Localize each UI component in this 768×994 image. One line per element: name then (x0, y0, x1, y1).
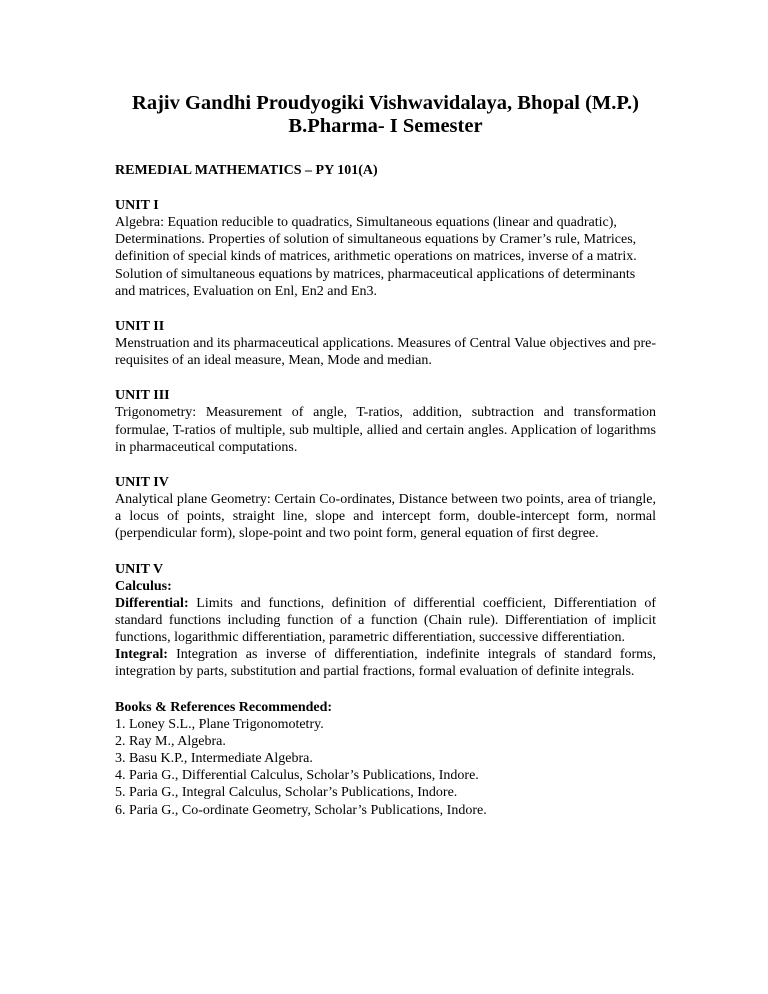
book-item: 2. Ray M., Algebra. (115, 733, 226, 749)
unit-section (115, 474, 656, 543)
calculus-subheading: Calculus: (115, 578, 172, 594)
books-section (115, 699, 656, 819)
book-item: 6. Paria G., Co-ordinate Geometry, Scholar’s Publications, Indore. (115, 802, 487, 818)
course-title: REMEDIAL MATHEMATICS – PY 101(A) (115, 163, 378, 178)
document-header (115, 92, 656, 138)
integral-text: Integration as inverse of differentiation, indefinite integrals of standard forms, integration by parts, substitution and partial fractions, formal evaluation of definite integrals. (115, 647, 656, 680)
differential-text: Limits and functions, definition of differential coefficient, Differentiation of standard functions including function of a function (Chain rule). Differentiation of implicit functions, logarithmic differentiation, parametric differentiation, successive differentiation. (115, 595, 656, 646)
document-page (115, 92, 656, 819)
unit-content: Menstruation and its pharmaceutical applications. Measures of Central Value objectives and pre-requisites of an ideal measure, Mean, Mode and median. (115, 336, 656, 369)
unit-section (115, 561, 656, 681)
unit-content: Analytical plane Geometry: Certain Co-ordinates, Distance between two points, area of triangle, a locus of points, straight line, slope and intercept form, double-intercept form, normal (perpendicular form), slope-point and two point form, general equation of first degree. (115, 492, 656, 542)
unit-content: Trigonometry: Measurement of angle, T-ratios, addition, subtraction and transformation formulae, T-ratios of multiple, sub multiple, allied and certain angles. Application of logarithms in pharmaceutical computations. (115, 405, 656, 455)
book-item: 1. Loney S.L., Plane Trigonomotetry. (115, 716, 324, 732)
unit-section (115, 197, 656, 300)
unit-content: Algebra: Equation reducible to quadratics, Simultaneous equations (linear and quadratic), Determinations. Properties of solution of simultaneous equations by Cramer’s rule, Matrices, definition of special kinds of matrices, arithmetic operations on matrices, inverse of a matrix. Solution of simultaneous equations by matrices, pharmaceutical applications of determinants and matrices, Evaluation on Enl, En2 and En3. (115, 215, 637, 299)
book-item: 5. Paria G., Integral Calculus, Scholar’s Publications, Indore. (115, 785, 458, 801)
unit-heading: UNIT IV (115, 475, 169, 491)
unit-heading: UNIT V (115, 561, 164, 577)
differential-label: Differential: (115, 595, 189, 611)
differential-paragraph (115, 595, 656, 647)
integral-label: Integral: (115, 647, 168, 663)
book-item: 3. Basu K.P., Intermediate Algebra. (115, 751, 313, 767)
unit-heading: UNIT II (115, 319, 165, 335)
integral-paragraph (115, 646, 656, 680)
university-title: Rajiv Gandhi Proudyogiki Vishwavidalaya, Bhopal (M.P.) (132, 92, 639, 114)
unit-section (115, 318, 656, 369)
unit-section (115, 387, 656, 456)
unit-heading: UNIT I (115, 198, 159, 213)
program-title: B.Pharma- I Semester (288, 115, 483, 137)
book-item: 4. Paria G., Differential Calculus, Scholar’s Publications, Indore. (115, 768, 479, 784)
books-heading: Books & References Recommended: (115, 699, 333, 715)
unit-heading: UNIT III (115, 388, 170, 404)
